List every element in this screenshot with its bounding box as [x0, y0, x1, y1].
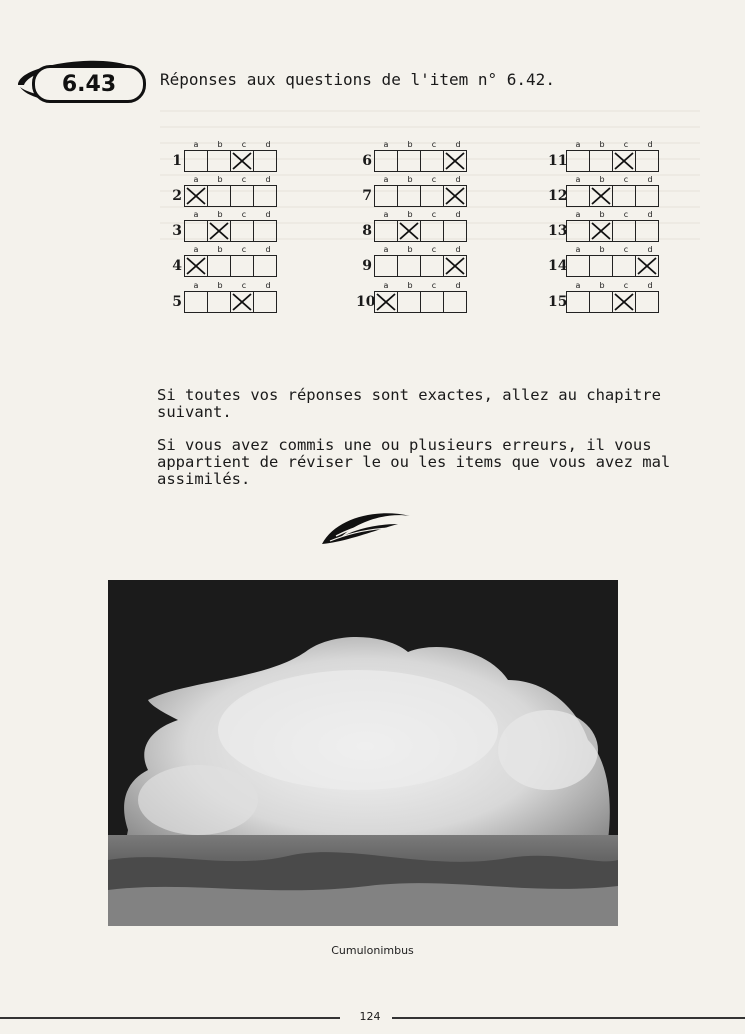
choice-letter: c — [241, 140, 247, 149]
choice-letter: a — [575, 175, 581, 184]
cross-mark-icon — [613, 292, 635, 312]
choice-letter: c — [241, 210, 247, 219]
empty-box-b — [398, 186, 421, 206]
choice-letters — [374, 140, 470, 150]
choice-letter: a — [383, 281, 389, 290]
checked-box-c — [613, 292, 636, 312]
cross-mark-icon — [208, 221, 230, 241]
checked-box-a — [185, 256, 208, 276]
answer-boxes — [566, 291, 659, 313]
choice-letter: c — [241, 175, 247, 184]
answer-boxes — [184, 150, 277, 172]
choice-letters — [566, 210, 662, 220]
choice-letter: d — [455, 210, 461, 219]
empty-box-b — [398, 256, 421, 276]
choice-letter: d — [647, 140, 653, 149]
checked-box-a — [185, 186, 208, 206]
empty-box-b — [590, 256, 613, 276]
choice-letter: a — [575, 281, 581, 290]
empty-box-c — [613, 186, 636, 206]
choice-letter: a — [193, 175, 199, 184]
empty-box-d — [636, 186, 658, 206]
choice-letter: c — [623, 245, 629, 254]
choice-letters — [566, 281, 662, 291]
choice-letters — [374, 210, 470, 220]
empty-box-d — [254, 221, 276, 241]
choice-letter: c — [623, 281, 629, 290]
footer-rule-right — [392, 1017, 745, 1019]
choice-letters — [566, 140, 662, 150]
item-badge — [14, 55, 144, 107]
cross-mark-icon — [231, 151, 253, 171]
choice-letters — [184, 140, 280, 150]
choice-letter: c — [431, 140, 437, 149]
footer-rule-left — [0, 1017, 340, 1019]
answer-boxes — [566, 255, 659, 277]
choice-letter: b — [407, 175, 413, 184]
question-number: 14 — [548, 258, 568, 274]
choice-letter: c — [431, 281, 437, 290]
choice-letter: a — [575, 210, 581, 219]
choice-letter: b — [599, 210, 605, 219]
choice-letter: a — [193, 245, 199, 254]
empty-box-d — [636, 292, 658, 312]
empty-box-c — [421, 221, 444, 241]
question-number: 11 — [548, 153, 568, 169]
answer-row-13 — [548, 210, 674, 246]
cross-mark-icon — [590, 221, 612, 241]
choice-letter: b — [407, 245, 413, 254]
empty-box-a — [185, 151, 208, 171]
choice-letter: c — [431, 245, 437, 254]
empty-box-b — [208, 186, 231, 206]
cross-mark-icon — [398, 221, 420, 241]
choice-letter: b — [217, 245, 223, 254]
answer-boxes — [374, 291, 467, 313]
question-number: 10 — [356, 294, 376, 310]
choice-letter: d — [265, 175, 271, 184]
choice-letter: a — [575, 245, 581, 254]
checked-box-d — [444, 151, 466, 171]
checked-box-a — [375, 292, 398, 312]
empty-box-b — [208, 151, 231, 171]
cross-mark-icon — [444, 256, 466, 276]
empty-box-a — [185, 221, 208, 241]
question-number: 13 — [548, 223, 568, 239]
checked-box-b — [398, 221, 421, 241]
empty-box-d — [254, 292, 276, 312]
empty-box-a — [567, 151, 590, 171]
choice-letters — [566, 245, 662, 255]
question-number: 4 — [172, 258, 182, 274]
choice-letter: b — [599, 281, 605, 290]
cross-mark-icon — [590, 186, 612, 206]
choice-letter: a — [383, 245, 389, 254]
empty-box-d — [636, 221, 658, 241]
choice-letter: a — [193, 210, 199, 219]
choice-letter: b — [407, 210, 413, 219]
cross-mark-icon — [613, 151, 635, 171]
answer-boxes — [374, 255, 467, 277]
choice-letter: a — [575, 140, 581, 149]
answer-boxes — [566, 185, 659, 207]
empty-box-b — [398, 151, 421, 171]
choice-letter: a — [383, 210, 389, 219]
empty-box-a — [567, 256, 590, 276]
choice-letters — [374, 281, 470, 291]
choice-letter: b — [599, 245, 605, 254]
answer-row-12 — [548, 175, 674, 211]
choice-letters — [184, 175, 280, 185]
empty-box-c — [421, 186, 444, 206]
page-heading: Réponses aux questions de l'item n° 6.42. — [160, 70, 555, 89]
choice-letter: d — [647, 281, 653, 290]
empty-box-c — [421, 151, 444, 171]
answer-boxes — [184, 185, 277, 207]
question-number: 6 — [362, 153, 372, 169]
answer-boxes — [374, 150, 467, 172]
empty-box-a — [375, 221, 398, 241]
answer-boxes — [374, 220, 467, 242]
cross-mark-icon — [185, 186, 207, 206]
choice-letters — [374, 245, 470, 255]
empty-box-a — [375, 186, 398, 206]
empty-box-b — [208, 292, 231, 312]
choice-letter: d — [455, 175, 461, 184]
checked-box-b — [590, 186, 613, 206]
empty-box-a — [567, 221, 590, 241]
empty-box-a — [375, 256, 398, 276]
question-number: 8 — [362, 223, 372, 239]
choice-letter: d — [455, 281, 461, 290]
answer-row-15 — [548, 281, 674, 317]
empty-box-c — [421, 256, 444, 276]
cross-mark-icon — [375, 292, 397, 312]
choice-letter: b — [217, 175, 223, 184]
empty-box-c — [421, 292, 444, 312]
choice-letter: d — [647, 210, 653, 219]
answer-boxes — [184, 220, 277, 242]
checked-box-d — [444, 186, 466, 206]
cross-mark-icon — [444, 151, 466, 171]
choice-letter: d — [647, 245, 653, 254]
answer-boxes — [374, 185, 467, 207]
question-number: 12 — [548, 188, 568, 204]
question-number: 2 — [172, 188, 182, 204]
choice-letter: c — [623, 140, 629, 149]
choice-letter: a — [383, 140, 389, 149]
answer-boxes — [566, 220, 659, 242]
cross-mark-icon — [636, 256, 658, 276]
choice-letter: a — [193, 140, 199, 149]
answer-row-11 — [548, 140, 674, 176]
answer-row-8 — [362, 210, 482, 246]
choice-letter: c — [241, 245, 247, 254]
empty-box-a — [567, 292, 590, 312]
empty-box-a — [567, 186, 590, 206]
question-number: 15 — [548, 294, 568, 310]
answer-row-14 — [548, 245, 674, 281]
answer-boxes — [184, 255, 277, 277]
choice-letter: d — [647, 175, 653, 184]
choice-letter: c — [623, 175, 629, 184]
checked-box-c — [231, 292, 254, 312]
answer-row-7 — [362, 175, 482, 211]
choice-letter: c — [431, 210, 437, 219]
empty-box-c — [613, 221, 636, 241]
empty-box-b — [398, 292, 421, 312]
answer-row-5 — [172, 281, 292, 317]
choice-letter: d — [265, 245, 271, 254]
answer-row-1 — [172, 140, 292, 176]
empty-box-a — [375, 151, 398, 171]
choice-letter: b — [407, 140, 413, 149]
checked-box-c — [613, 151, 636, 171]
question-number: 5 — [172, 294, 182, 310]
page-number: 124 — [359, 1010, 381, 1023]
cross-mark-icon — [231, 292, 253, 312]
empty-box-d — [254, 256, 276, 276]
answer-row-2 — [172, 175, 292, 211]
question-number: 7 — [362, 188, 372, 204]
leaf-ornament-icon — [316, 508, 416, 552]
choice-letter: b — [217, 140, 223, 149]
question-number: 1 — [172, 153, 182, 169]
choice-letters — [184, 245, 280, 255]
choice-letter: a — [193, 281, 199, 290]
choice-letter: c — [431, 175, 437, 184]
empty-box-d — [444, 221, 466, 241]
choice-letters — [374, 175, 470, 185]
empty-box-d — [254, 151, 276, 171]
checked-box-b — [590, 221, 613, 241]
choice-letter: c — [623, 210, 629, 219]
choice-letter: b — [407, 281, 413, 290]
answer-row-10 — [356, 281, 482, 317]
checked-box-c — [231, 151, 254, 171]
answer-row-3 — [172, 210, 292, 246]
photo-caption: Cumulonimbus — [331, 944, 414, 957]
empty-box-d — [254, 186, 276, 206]
empty-box-d — [444, 292, 466, 312]
choice-letter: d — [455, 140, 461, 149]
checked-box-b — [208, 221, 231, 241]
empty-box-d — [636, 151, 658, 171]
empty-box-b — [208, 256, 231, 276]
cross-mark-icon — [185, 256, 207, 276]
empty-box-c — [231, 186, 254, 206]
empty-box-b — [590, 292, 613, 312]
choice-letter: b — [599, 175, 605, 184]
instruction-errors: Si vous avez commis une ou plusieurs erreurs, il vous appartient de réviser le ou les items que vous avez mal assimilés. — [157, 436, 671, 488]
empty-box-c — [231, 221, 254, 241]
answer-row-4 — [172, 245, 292, 281]
choice-letter: d — [265, 140, 271, 149]
answer-row-9 — [362, 245, 482, 281]
cross-mark-icon — [444, 186, 466, 206]
question-number: 3 — [172, 223, 182, 239]
checked-box-d — [636, 256, 658, 276]
choice-letter: a — [383, 175, 389, 184]
choice-letter: c — [241, 281, 247, 290]
cumulonimbus-photo — [108, 580, 618, 926]
choice-letters — [184, 210, 280, 220]
answer-boxes — [184, 291, 277, 313]
choice-letters — [184, 281, 280, 291]
empty-box-c — [613, 256, 636, 276]
choice-letter: d — [455, 245, 461, 254]
answer-row-6 — [362, 140, 482, 176]
empty-box-c — [231, 256, 254, 276]
choice-letter: b — [217, 281, 223, 290]
choice-letter: d — [265, 210, 271, 219]
choice-letter: b — [217, 210, 223, 219]
empty-box-b — [590, 151, 613, 171]
choice-letter: d — [265, 281, 271, 290]
answer-boxes — [566, 150, 659, 172]
choice-letters — [566, 175, 662, 185]
empty-box-a — [185, 292, 208, 312]
choice-letter: b — [599, 140, 605, 149]
instruction-correct: Si toutes vos réponses sont exactes, allez au chapitre suivant. — [157, 386, 661, 421]
checked-box-d — [444, 256, 466, 276]
question-number: 9 — [362, 258, 372, 274]
item-number: 6.43 — [32, 65, 146, 103]
